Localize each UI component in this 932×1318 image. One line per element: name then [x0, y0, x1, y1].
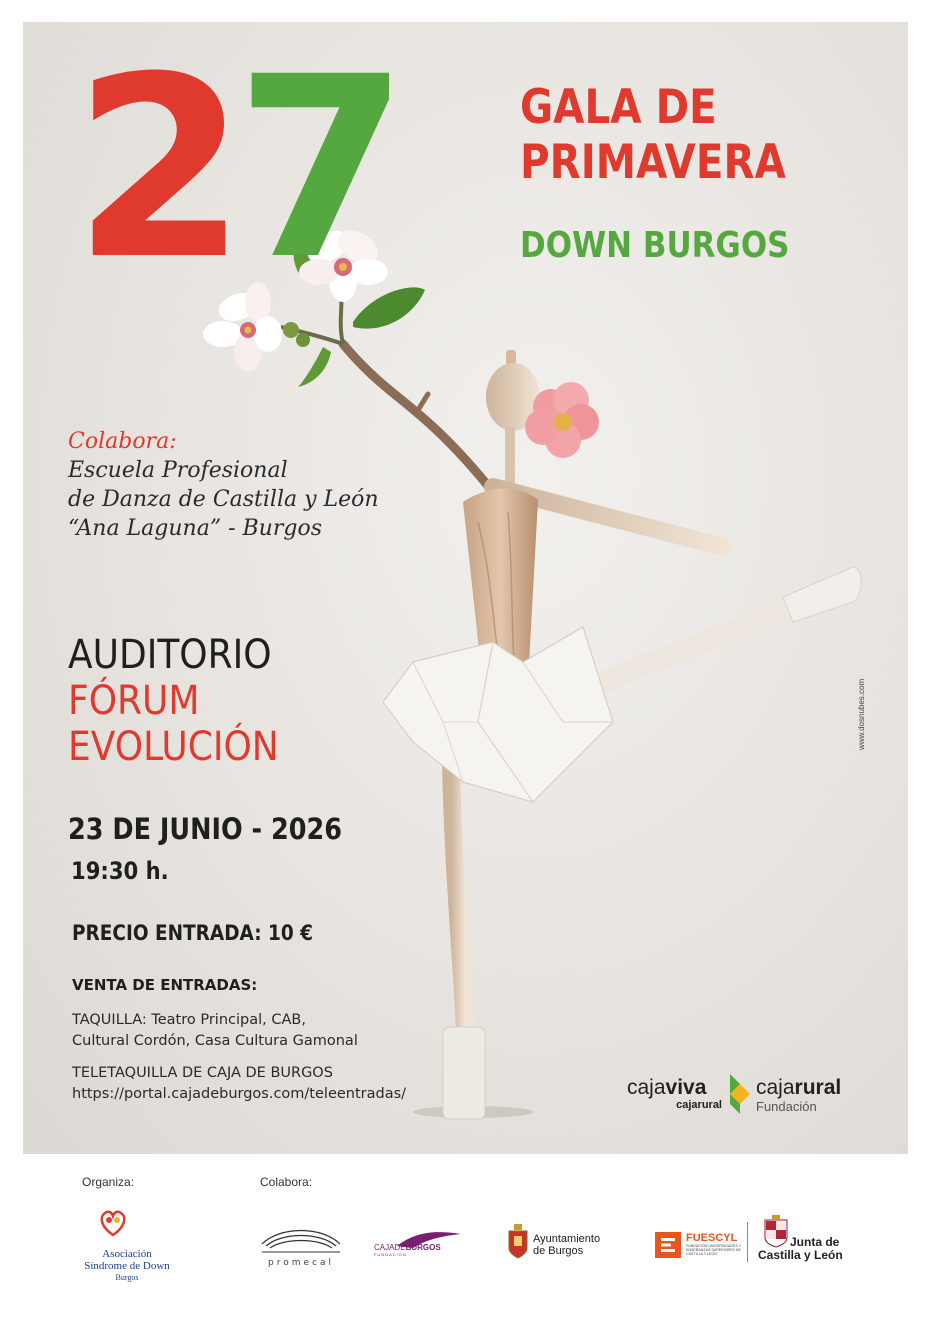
collab-label: Colabora:: [68, 429, 177, 454]
ticket-price: PRECIO ENTRADA: 10 €: [72, 921, 314, 945]
sales-online-line-1: TELETAQUILLA DE CAJA DE BURGOS: [72, 1065, 333, 1081]
cajaviva-caja: caja: [627, 1076, 666, 1099]
event-title: [520, 80, 786, 190]
cajarural-caja: caja: [756, 1076, 795, 1099]
sales-box-office: [72, 1010, 358, 1052]
collab-line-2: de Danza de Castilla y León: [68, 487, 379, 512]
colabora-label: Colabora:: [260, 1175, 313, 1189]
promecal-logo-icon: [260, 1220, 342, 1256]
ayto-line-1: Ayuntamiento: [533, 1233, 601, 1245]
edition-digit-7: 7: [234, 23, 397, 314]
junta-line-1: Junta de: [790, 1235, 840, 1249]
sales-online: [72, 1063, 406, 1105]
venue-block: [68, 632, 279, 770]
venue-line-3: EVOLUCIÓN: [68, 724, 279, 770]
cajaburgos-b: BURGOS: [405, 1243, 441, 1252]
collab-line-1: Escuela Profesional: [68, 458, 288, 483]
event-subtitle: DOWN BURGOS: [520, 225, 790, 266]
paper-skirt: [383, 627, 613, 802]
collab-line-3: “Ana Laguna” - Burgos: [68, 516, 322, 541]
sales-box-line-1: TAQUILLA: Teatro Principal, CAB,: [72, 1012, 306, 1028]
sales-box-line-2: Cultural Cordón, Casa Cultura Gamonal: [72, 1033, 358, 1049]
event-time: 19:30 h.: [71, 857, 169, 885]
edition-number: [73, 23, 397, 314]
cajarural-fundacion-logo: [756, 1077, 866, 1114]
cajaburgos-a: CAJADE: [374, 1243, 406, 1252]
cajaviva-sub: cajarural: [676, 1099, 722, 1111]
asoc-line-3: Burgos: [115, 1273, 139, 1282]
asociacion-logo-text: [72, 1248, 182, 1284]
cajaburgos-text: [374, 1243, 441, 1257]
fuescyl-text: [686, 1232, 744, 1256]
collaborator-block: [68, 427, 379, 543]
asociacion-heart-icon: [97, 1207, 129, 1239]
cajaviva-logo: [627, 1077, 722, 1111]
promecal-text: promecal: [268, 1258, 334, 1268]
junta-line-2: Castilla y León: [758, 1248, 843, 1262]
ayto-line-2: de Burgos: [533, 1245, 584, 1257]
fuescyl-name: FUESCYL: [686, 1232, 738, 1244]
asoc-line-1: Asociación: [102, 1248, 152, 1260]
ayuntamiento-shield-icon: [508, 1222, 528, 1260]
organiza-label: Organiza:: [82, 1175, 135, 1189]
designer-credit: www.dosnubes.com: [857, 678, 866, 750]
fuescyl-logo-icon: [655, 1232, 681, 1258]
cajaviva-viva: viva: [665, 1076, 707, 1099]
sales-heading: VENTA DE ENTRADAS:: [72, 976, 258, 994]
poster: [23, 22, 908, 1154]
junta-text: [758, 1236, 843, 1262]
fuescyl-sub: FUNDACIÓN UNIVERSIDADES Y ENSEÑANZAS SUPERIORES DE CASTILLA Y LEÓN: [686, 1244, 741, 1256]
venue-line-1: AUDITORIO: [68, 632, 272, 678]
footer-divider: [747, 1222, 748, 1262]
cajarural-rural: rural: [794, 1076, 842, 1099]
cajarural-mark-icon: [726, 1072, 752, 1116]
event-date: 23 DE JUNIO - 2026: [68, 812, 343, 846]
ayuntamiento-text: [533, 1233, 600, 1257]
sales-online-url[interactable]: https://portal.cajadeburgos.com/teleentradas/: [72, 1086, 407, 1102]
title-line-2: PRIMAVERA: [520, 135, 786, 190]
venue-line-2: FÓRUM: [68, 678, 200, 724]
cajarural-sub: Fundación: [756, 1099, 817, 1114]
cajaburgos-sub: FUNDACIÓN: [374, 1252, 407, 1257]
asoc-line-2: Síndrome de Down: [84, 1260, 170, 1272]
title-line-1: GALA DE: [520, 80, 717, 135]
edition-digit-2: 2: [73, 23, 235, 314]
